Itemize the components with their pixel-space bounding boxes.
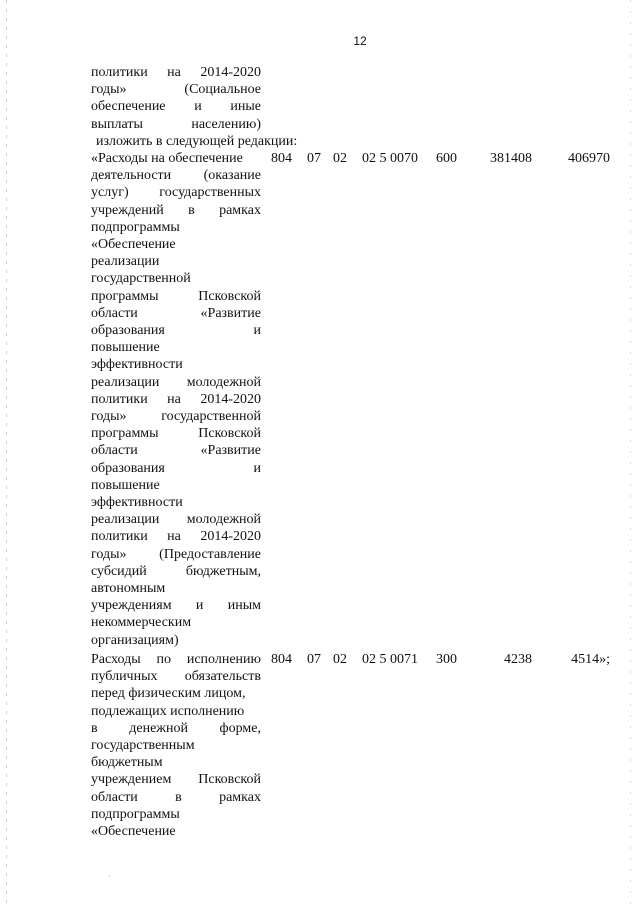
text-word: образования: [91, 323, 165, 338]
text-word: 2014-2020: [200, 529, 261, 545]
text-word: и: [253, 460, 261, 476]
text-word: учреждением: [91, 772, 172, 788]
text-word: «Обеспечение: [91, 824, 176, 839]
text-word: денежной: [129, 720, 188, 736]
text-line: [91, 668, 261, 685]
row2-amount-2: 4514»;: [571, 652, 610, 667]
text-word: годы»: [91, 546, 127, 562]
text-word: области: [91, 305, 138, 321]
text-line: [91, 823, 261, 840]
text-word: публичных: [91, 669, 158, 685]
text-line: [91, 305, 261, 322]
row1-amount-1: 381408: [490, 151, 532, 166]
text-word: бюджетным: [91, 755, 163, 771]
text-word: образования: [91, 460, 165, 476]
scan-margin-left: [6, 0, 7, 905]
text-line: [91, 720, 261, 737]
text-line: [91, 597, 261, 614]
text-word: политики: [91, 391, 148, 407]
text-word: области: [91, 443, 138, 459]
text-word: Псковской: [198, 426, 261, 442]
text-word: обязательств: [184, 669, 261, 685]
text-line: [91, 288, 261, 305]
text-word: подпрограммы: [91, 806, 180, 822]
row1-subsection: 02: [333, 151, 347, 166]
text-word: бюджетным,: [185, 563, 261, 579]
text-word: (Предоставление: [159, 546, 261, 562]
text-word: подпрограммы: [91, 219, 180, 235]
text-line: [91, 477, 261, 494]
text-word: «Развитие: [200, 443, 261, 459]
text-word: субсидий: [91, 563, 147, 579]
text-word: некоммерческим: [91, 615, 192, 631]
text-word: «Обеспечение: [91, 237, 176, 252]
text-line: [91, 737, 261, 754]
text-word: повышение: [91, 340, 160, 356]
text-line: [91, 806, 261, 823]
text-word: и: [194, 99, 202, 115]
text-line: [91, 632, 261, 649]
scan-margin-right: [630, 0, 631, 905]
text-line: [91, 98, 261, 115]
row2-code: 804: [271, 652, 292, 667]
text-word: «Развитие: [200, 305, 261, 321]
text-word: повышение: [91, 477, 160, 493]
text-line: [91, 789, 261, 806]
text-line: [91, 511, 261, 528]
text-word: «Расходы на обеспечение: [91, 151, 243, 166]
row2-amount-1: 4238: [504, 652, 532, 667]
text-word: реализации: [91, 374, 160, 390]
text-word: в: [175, 789, 182, 805]
text-word: государственной: [91, 271, 191, 287]
row1-code: 804: [271, 151, 292, 166]
text-word: организациям): [91, 632, 179, 648]
text-word: годы»: [91, 409, 127, 424]
text-line: [91, 546, 261, 563]
text-line: [91, 339, 261, 356]
text-line: [91, 150, 261, 167]
text-line: [91, 494, 261, 511]
text-word: населению): [191, 116, 261, 132]
text-line: [91, 771, 261, 788]
text-line: [91, 184, 261, 201]
text-word: государственных: [159, 185, 261, 201]
text-line: [91, 528, 261, 545]
text-word: реализации: [91, 254, 160, 270]
instruction-text: изложить в следующей редакции:: [96, 134, 298, 149]
text-line: [91, 236, 261, 253]
text-word: в: [91, 720, 98, 736]
text-word: эффективности: [91, 357, 183, 373]
text-line: [91, 651, 261, 668]
text-word: области: [91, 789, 138, 805]
text-word: подлежащих исполнению: [91, 703, 245, 719]
text-line: [91, 167, 261, 184]
text-line: [91, 703, 261, 720]
text-word: молодежной: [186, 374, 261, 390]
text-word: Псковской: [198, 288, 261, 304]
row2-expense-type: 300: [436, 652, 457, 667]
text-word: годы»: [91, 82, 127, 98]
text-word: реализации: [91, 512, 160, 528]
text-line: [91, 460, 261, 477]
text-word: (оказание: [203, 168, 261, 184]
row1-amount-2: 406970: [568, 151, 610, 166]
text-word: политики: [91, 529, 148, 545]
text-line: [91, 580, 261, 597]
text-word: иным: [227, 598, 261, 614]
text-line: [91, 270, 261, 287]
text-word: обеспечение: [91, 99, 166, 115]
text-word: выплаты: [91, 116, 143, 132]
row1-expense-type: 600: [436, 151, 457, 166]
text-word: учреждений: [91, 202, 164, 218]
text-word: молодежной: [186, 512, 261, 528]
text-line: [91, 425, 261, 442]
text-word: 2014-2020: [200, 65, 261, 80]
row2-section: 07: [307, 652, 321, 667]
text-word: исполнению: [186, 652, 261, 667]
text-word: и: [253, 323, 261, 338]
text-word: учреждениям: [91, 598, 172, 614]
text-word: Расходы: [91, 652, 141, 667]
text-line: [91, 253, 261, 270]
text-word: рамках: [219, 202, 261, 218]
text-line: [91, 116, 261, 133]
row2-target-article: 02 5 0071: [362, 652, 418, 667]
text-word: государственным: [91, 738, 195, 753]
row1-section: 07: [307, 151, 321, 166]
text-word: деятельности: [91, 168, 172, 184]
text-word: рамках: [219, 789, 261, 805]
text-line: [91, 685, 261, 702]
text-line: [91, 614, 261, 631]
text-line: [91, 391, 261, 408]
text-line: [91, 356, 261, 373]
row2-subsection: 02: [333, 652, 347, 667]
text-line: [91, 563, 261, 580]
text-word: политики: [91, 65, 148, 80]
text-word: на: [167, 65, 181, 80]
text-word: государственной: [161, 409, 261, 424]
text-word: (Социальное: [184, 82, 261, 98]
text-word: услуг): [91, 185, 129, 201]
page-number: 12: [353, 34, 367, 48]
text-line: [91, 442, 261, 459]
text-word: на: [167, 391, 181, 407]
text-line: [91, 374, 261, 391]
text-word: иные: [230, 99, 261, 115]
text-word: и: [195, 598, 204, 614]
scan-artifact: ·: [108, 872, 111, 882]
text-word: по: [156, 652, 171, 667]
text-word: в: [188, 202, 195, 218]
text-word: на: [167, 529, 181, 545]
text-line: [91, 219, 261, 236]
text-word: форме,: [219, 720, 261, 736]
text-line: [91, 202, 261, 219]
text-line: [91, 81, 261, 98]
row1-target-article: 02 5 0070: [362, 151, 418, 166]
text-word: автономным: [91, 581, 166, 596]
text-line: [91, 322, 261, 339]
text-line: [91, 64, 261, 81]
text-line: [91, 408, 261, 425]
text-word: эффективности: [91, 495, 183, 510]
text-word: перед физическим лицом,: [91, 686, 246, 702]
text-word: программы: [91, 288, 159, 304]
text-line: [91, 754, 261, 771]
text-word: 2014-2020: [200, 391, 261, 407]
text-word: программы: [91, 426, 159, 442]
text-word: Псковской: [198, 772, 261, 788]
